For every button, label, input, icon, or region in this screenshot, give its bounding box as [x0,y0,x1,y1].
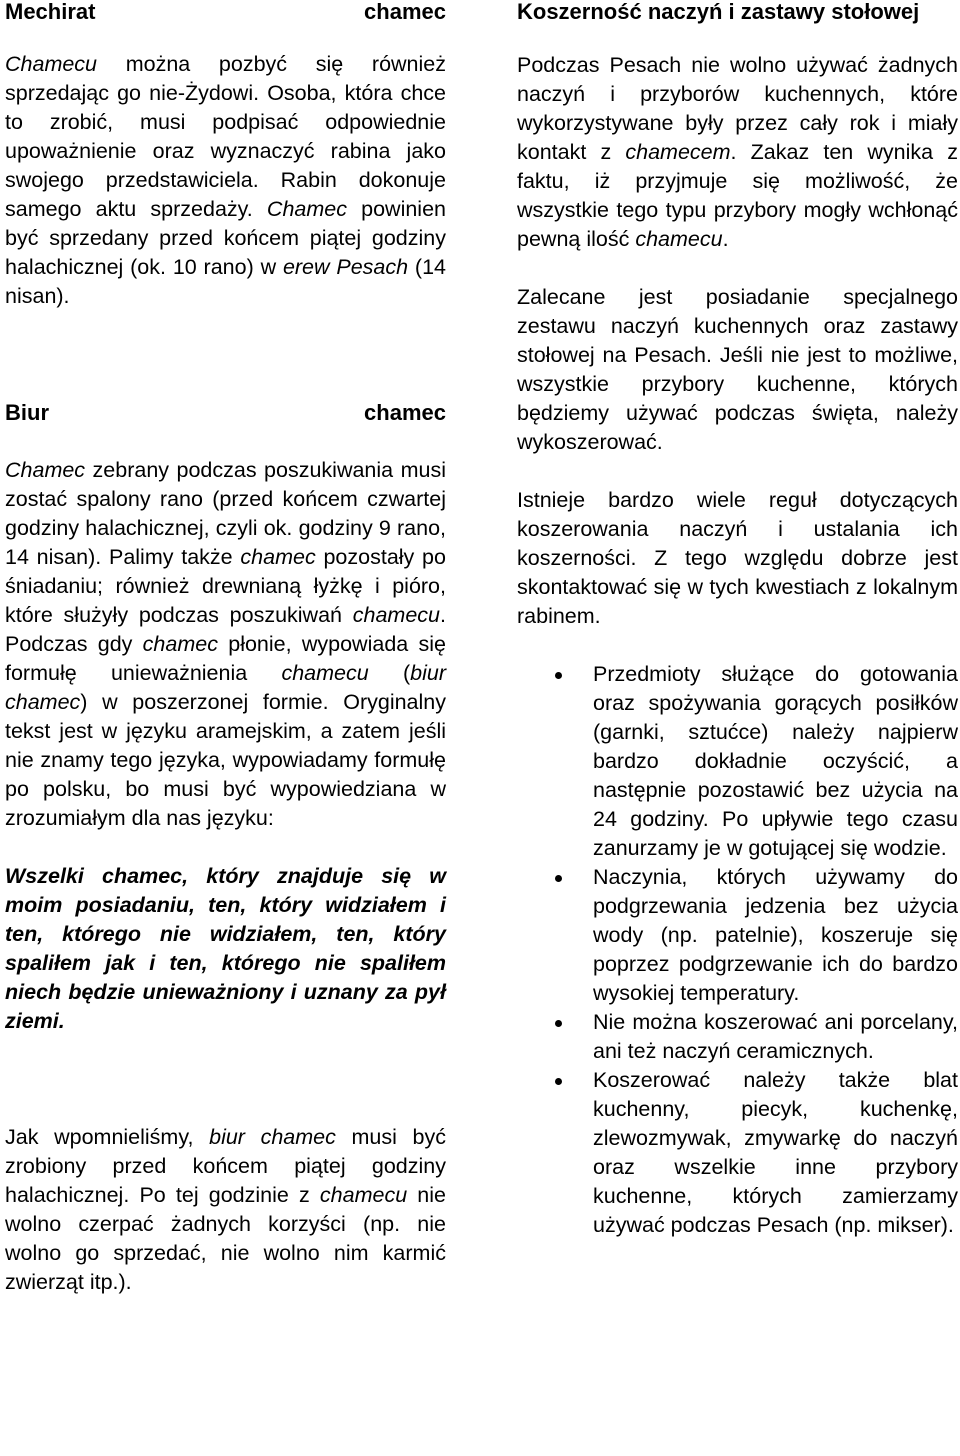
biur-chamec-paragraph [5,456,446,833]
italic-term: biur chamec [5,661,446,714]
italic-term: biur chamec [209,1125,336,1149]
left-column [5,0,446,1297]
right-column [517,0,958,1240]
list-item [517,1066,958,1240]
text-run: można pozbyć się również sprzedając go nie-Żydowi. Osoba, która chce to zrobić, musi podpisać odpowiednie upoważnienie oraz wyznaczyć rabina jako swojego przedstawiciela. Rabin dokonuje samego aktu sprzedaży. [5,52,446,221]
text-run: Podczas Pesach nie wolno używać żadnych naczyń i przyborów kuchennych, które wykorzystywane były przez cały rok i miały kontakt z [517,53,958,164]
mechirat-chamec-paragraph [5,50,446,311]
biur-chamec-closing-paragraph [5,1123,446,1297]
italic-term: Chamec [5,458,86,482]
koszernosc-paragraph-1 [517,51,958,254]
text-run: powinien być sprzedany przed końcem piątej godziny halachicznej (ok. 10 rano) w [5,197,446,279]
section-title-biur-chamec: Biur chamec [5,400,446,425]
italic-term: chamec [142,632,218,656]
italic-term: chamecu [281,661,369,685]
list-item-text: Koszerować należy także blat kuchenny, piecyk, kuchenkę, zlewozmywak, zmywarkę do naczyń oraz wszelkie inne przybory kuchenne, których zamierzamy używać podczas Pesach (np. mikser). [593,1068,958,1237]
text-run: . Podczas gdy [5,603,446,656]
section-title-koszernosc: Koszerność naczyń i zastawy stołowej [517,0,920,24]
text-run: musi być zrobiony przed końcem piątej godziny halachicznej. Po tej godzinie z [5,1125,446,1207]
kashering-rules-list [517,660,958,1240]
italic-term: chamecem [625,140,731,164]
text-run: pozostały po śniadaniu; również drewnianą łyżkę i pióro, które służyły podczas poszukiwań [5,545,446,627]
bullet-icon [555,1020,562,1027]
text-run: zebrany podczas poszukiwania musi zostać spalony rano (przed końcem czwartej godziny halachicznej, czyli ok. godziny 9 rano, 14 nisan). Palimy także [5,458,446,569]
nullification-formula: Wszelki chamec, który znajduje się w moim posiadaniu, ten, który widziałem i ten, którego nie widziałem, ten, który spaliłem jak i ten, którego nie spaliłem niech będzie unieważniony i uznany za pył ziemi. [5,864,446,1033]
text-run: płonie, wypowiada się formułę unieważnienia [5,632,446,685]
text-run: Jak wpomnieliśmy, [5,1125,210,1149]
text-run: ( [368,661,411,685]
text-run: (14 nisan). [5,255,446,308]
koszernosc-paragraph-3 [517,486,958,631]
bullet-icon [555,875,562,882]
bullet-icon [555,1078,562,1085]
koszernosc-paragraph-2 [517,283,958,457]
italic-term: Chamecu [5,52,98,76]
text-run: Zalecane jest posiadanie specjalnego zestawu naczyń kuchennych oraz zastawy stołowej na Pesach. Jeśli nie jest to możliwe, wszystkie przybory kuchenne, których będziemy używać podczas święta, należy wykoszerować. [517,285,958,454]
italic-term: Chamec [266,197,347,221]
text-run: nie wolno czerpać żadnych korzyści (np. nie wolno go sprzedać, nie wolno nim karmić zwierząt itp.). [5,1183,446,1294]
list-item [517,863,958,1008]
italic-term: chamecu [319,1183,408,1207]
text-run: Istnieje bardzo wiele reguł dotyczących koszerowania naczyń i ustalania ich koszerności. Z tego względu dobrze jest skontaktować się w tych kwestiach z lokalnym rabinem. [517,488,958,628]
italic-term: erew Pesach [282,255,409,279]
list-item-text: Nie można koszerować ani porcelany, ani też naczyń ceramicznych. [593,1010,958,1063]
text-run: . [722,227,729,251]
text-run: ) w poszerzonej formie. Oryginalny tekst jest w języku aramejskim, a zatem jeśli nie znamy tego języka, wypowiadamy formułę po polsku, bo musi być wypowiedziana w zrozumiałym dla nas języku: [5,690,446,830]
list-item [517,660,958,863]
bullet-icon [555,672,562,679]
italic-term: chamec [240,545,316,569]
italic-term: chamecu [635,227,723,251]
section-title-mechirat-chamec: Mechirat chamec [5,0,446,24]
list-item-text: Przedmioty służące do gotowania oraz spożywania gorących posiłków (garnki, sztućce) należy najpierw bardzo dokładnie oczyścić, a następnie pozostawić bez użycia na 24 godziny. Po upływie tego czasu zanurzamy je w gotującej się wodzie. [593,662,958,860]
list-item [517,1008,958,1066]
list-item-text: Naczynia, których używamy do podgrzewania jedzenia bez użycia wody (np. patelnie), koszeruje się poprzez podgrzewanie ich do bardzo wysokiej temperatury. [593,865,958,1005]
italic-term: chamecu [352,603,441,627]
text-run: . Zakaz ten wynika z faktu, iż przyjmuje się możliwość, że wszystkie tego typu przybory mogły wchłonąć pewną ilość [517,140,958,251]
